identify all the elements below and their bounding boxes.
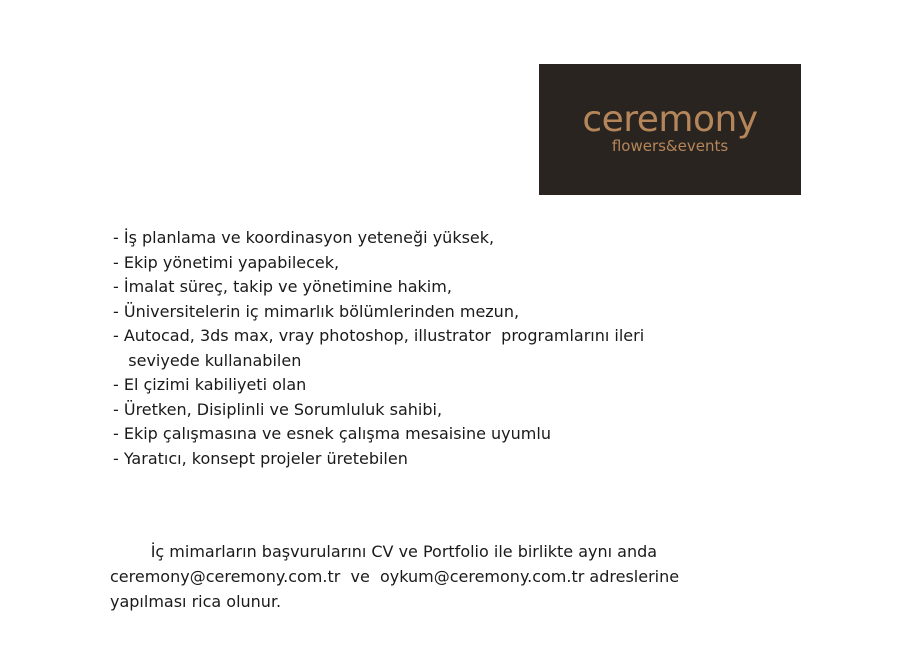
application-line: İç mimarların başvurularını CV ve Portfolio ile birlikte aynı anda: [110, 542, 658, 561]
company-logo: [539, 64, 801, 195]
requirement-item: - Yaratıcı, konsept projeler üretebilen: [113, 448, 408, 468]
requirement-item: - Autocad, 3ds max, vray photoshop, illustrator programlarını ileri: [113, 326, 645, 345]
requirement-item: - Ekip yönetimi yapabilecek,: [113, 252, 340, 272]
requirement-item: - Üretken, Disiplinli ve Sorumluluk sahibi,: [113, 399, 443, 419]
application-instructions: [110, 539, 750, 614]
application-line: yapılması rica olunur.: [110, 592, 282, 611]
application-line: ceremony@ceremony.com.tr ve oykum@ceremony.com.tr adreslerine: [110, 567, 680, 586]
requirement-item: - El çizimi kabiliyeti olan: [113, 375, 307, 394]
requirement-item: - İmalat süreç, takip ve yönetimine hakim,: [113, 277, 452, 296]
requirements-list: [113, 226, 644, 471]
logo-wordmark: ceremony: [582, 98, 758, 140]
requirement-item-continuation: seviyede kullanabilen: [113, 350, 302, 370]
logo-tagline: flowers&events: [611, 136, 729, 155]
requirement-item: - Üniversitelerin iç mimarlık bölümlerinden mezun,: [113, 301, 520, 321]
requirement-item: - Ekip çalışmasına ve esnek çalışma mesaisine uyumlu: [113, 424, 551, 443]
requirement-item: - İş planlama ve koordinasyon yeteneği yüksek,: [113, 228, 495, 247]
